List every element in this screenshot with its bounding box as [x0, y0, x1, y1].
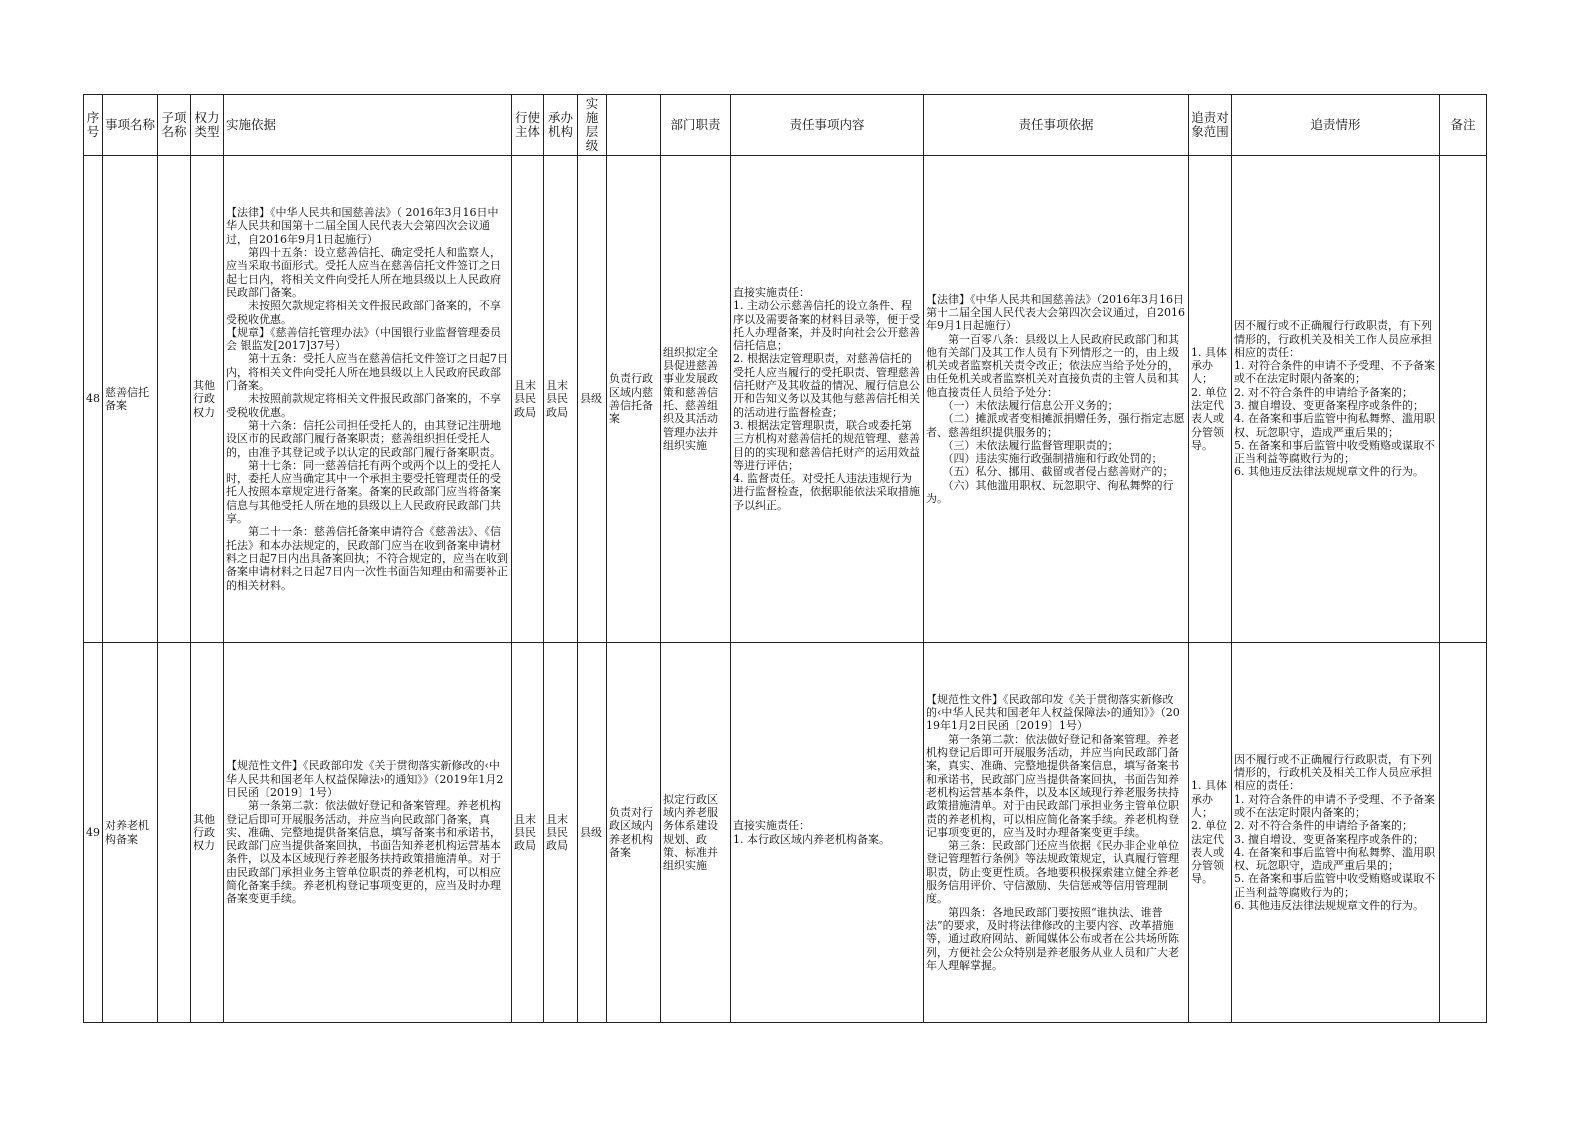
header-subject: 行使主体 [512, 95, 544, 156]
header-item: 事项名称 [103, 95, 158, 156]
header-remark: 备注 [1440, 95, 1487, 156]
header-ptype: 权力类型 [191, 95, 224, 156]
cell-situation: 因不履行或不正确履行行政职责，有下列情形的，行政机关及相关工作人员应承担相应的责任： 1. 对符合条件的申请不予受理、不予备案或不在法定时限内备案的； 2. 对不符合条件的申请给予备案的； 3. 擅自增设、变更备案程序或条件的； 4. 在备案和事后监管中徇私舞弊、滥用职权、玩忽职守，造成严重后果的； 5. 在备案和事后监管中收受贿赂或谋取不正当利益等腐败行为的； 6. 其他违反法律法规规章文件的行为。 [1232, 156, 1440, 643]
cell-seq: 49 [84, 643, 103, 1023]
cell-seq: 48 [84, 156, 103, 643]
cell-scope: 1. 具体承办人； 2. 单位法定代表人或分管领导。 [1189, 156, 1232, 643]
table-row [84, 643, 1487, 1023]
header-content: 责任事项内容 [731, 95, 924, 156]
header-seq: 序号 [84, 95, 103, 156]
header-dbasis: 责任事项依据 [924, 95, 1189, 156]
cell-basis: 【规范性文件】《民政部印发《关于贯彻落实新修改的‹中华人民共和国老年人权益保障法›的通知》》（2019年1月2日民函〔2019〕1号） 第一条第二款：依法做好登记和备案管理。养老机构登记后即可开展服务活动，并应当向民政部门备案，真实、准确、完整地提供备案信息，填写备案书和承诺书，民政部门应当提供备案回执，书面告知养老机构运营基本条件，以及本区域现行养老服务扶持政策措施清单。对于由民政部门承担业务主管单位职责的养老机构，可以相应简化备案手续。养老机构登记事项变更的，应当及时办理备案变更手续。 [224, 643, 512, 1023]
cell-blank: 负责对行政区域内养老机构备案 [607, 643, 661, 1023]
cell-item: 慈善信托备案 [103, 156, 158, 643]
cell-duty: 拟定行政区域内养老服务体系建设规划、政策、标准并组织实施 [661, 643, 731, 1023]
cell-dbasis: 【规范性文件】《民政部印发《关于贯彻落实新修改的‹中华人民共和国老年人权益保障法›的通知》》（2019年1月2日民函〔2019〕1号） 第一条第二款：依法做好登记和备案管理。养老机构登记后即可开展服务活动，并应当向民政部门备案，真实、准确、完整地提供备案信息，填写备案书和承诺书，民政部门应当提供备案回执，书面告知养老机构运营基本条件，以及本区域现行养老服务扶持政策措施清单。对于由民政部门承担业务主管单位职责的养老机构，可以相应简化备案手续。养老机构登记事项变更的，应当及时办理备案变更手续。 第三条：民政部门还应当依据《民办非企业单位登记管理暂行条例》等法规政策规定，认真履行管理职责，防止变更性质。各地要积极探索建立健全养老服务信用评价、守信激励、失信惩戒等信用管理制度。 第四条：各地民政部门要按照“谁执法、谁普法”的要求，及时将法律修改的主要内容、改革措施等，通过政府网站、新闻媒体公布或者在公共场所陈列，方便社会公众特别是养老服务从业人员和广大老年人理解掌握。 [924, 643, 1189, 1023]
cell-basis: 【法律】《中华人民共和国慈善法》（ 2016年3月16日中华人民共和国第十二届全国人民代表大会第四次会议通过，自2016年9月1日起施行） 第四十五条：设立慈善信托、确定受托人和监察人，应当采取书面形式。受托人应当在慈善信托文件签订之日起七日内，将相关文件向受托人所在地县级以上人民政府民政部门备案。 未按照欠款规定将相关文件报民政部门备案的，不享受税收优惠。 【规章】《慈善信托管理办法》（中国银行业监督管理委员会 银监发[2017]37号） 第十五条：受托人应当在慈善信托文件签订之日起7日内，将相关文件向受托人所在地县级以上人民政府民政部门备案。 未按照前款规定将相关文件报民政部门备案的，不享受税收优惠。 第十六条：信托公司担任受托人的，由其登记注册地设区市的民政部门履行备案职责；慈善组织担任受托人的，由准予其登记或予以认定的民政部门履行备案职责。 第十七条：同一慈善信托有两个或两个以上的受托人时，委托人应当确定其中一个承担主要受托管理责任的受托人按照本章规定进行备案。备案的民政部门应当将备案信息与其他受托人所在地的县级以上人民政府民政部门共享。 第二十一条：慈善信托备案申请符合《慈善法》、《信托法》和本办法规定的，民政部门应当在收到备案申请材料之日起7日内出具备案回执；不符合规定的，应当在收到备案申请材料之日起7日内一次性书面告知理由和需要补正的相关材料。 [224, 156, 512, 643]
cell-sub [158, 643, 191, 1023]
table-row [84, 156, 1487, 643]
cell-ptype: 其他行政权力 [191, 643, 224, 1023]
cell-level: 县级 [578, 156, 607, 643]
cell-item: 对养老机构备案 [103, 643, 158, 1023]
header-org: 承办机构 [544, 95, 578, 156]
cell-org: 且末县民政局 [544, 156, 578, 643]
cell-remark [1440, 156, 1487, 643]
cell-duty: 组织拟定全县促进慈善事业发展政策和慈善信托、慈善组织及其活动管理办法并组织实施 [661, 156, 731, 643]
cell-subject: 且末县民政局 [512, 643, 544, 1023]
header-situation: 追责情形 [1232, 95, 1440, 156]
cell-situation: 因不履行或不正确履行行政职责，有下列情形的，行政机关及相关工作人员应承担相应的责任： 1. 对符合条件的申请不予受理、不予备案或不在法定时限内备案的； 2. 对不符合条件的申请给予备案的； 3. 擅自增设、变更备案程序或条件的； 4. 在备案和事后监管中徇私舞弊、滥用职权、玩忽职守，造成严重后果的； 5. 在备案和事后监管中收受贿赂或谋取不正当利益等腐败行为的； 6. 其他违反法律法规规章文件的行为。 [1232, 643, 1440, 1023]
cell-level: 县级 [578, 643, 607, 1023]
cell-content: 直接实施责任： 1. 本行政区域内养老机构备案。 [731, 643, 924, 1023]
header-scope: 追责对象范围 [1189, 95, 1232, 156]
cell-content: 直接实施责任： 1. 主动公示慈善信托的设立条件、程序以及需要备案的材料目录等，便于受托人办理备案，并及时向社会公开慈善信托信息； 2. 根据法定管理职责，对慈善信托的受托人应当履行的受托职责、管理慈善信托财产及其收益的情况、履行信息公开和告知义务以及其他与慈善信托相关的活动进行监督检查； 3. 根据法定管理职责，联合或委托第三方机构对慈善信托的规范管理、慈善目的的实现和慈善信托财产的运用效益等进行评估； 4. 监督责任。对受托人违法违规行为进行监督检查，依据职能依法采取措施予以纠正。 [731, 156, 924, 643]
header-sub: 子项名称 [158, 95, 191, 156]
cell-org: 且末县民政局 [544, 643, 578, 1023]
header-level: 实施层级 [578, 95, 607, 156]
header-basis: 实施依据 [224, 95, 512, 156]
cell-remark [1440, 643, 1487, 1023]
cell-dbasis: 【法律】《中华人民共和国慈善法》（2016年3月16日第十二届全国人民代表大会第四次会议通过，自2016年9月1日起施行） 第一百零八条：县级以上人民政府民政部门和其他有关部门及其工作人员有下列情形之一的，由上级机关或者监察机关责令改正；依法应当给予处分的，由任免机关或者监察机关对直接负责的主管人员和其他直接责任人员给予处分： （一）未依法履行信息公开义务的； （二）摊派或者变相摊派捐赠任务，强行指定志愿者、慈善组织提供服务的； （三）未依法履行监督管理职责的； （四）违法实施行政强制措施和行政处罚的； （五）私分、挪用、截留或者侵占慈善财产的； （六）其他滥用职权、玩忽职守、徇私舞弊的行为。 [924, 156, 1189, 643]
cell-scope: 1. 具体承办人； 2. 单位法定代表人或分管领导。 [1189, 643, 1232, 1023]
cell-subject: 且末县民政局 [512, 156, 544, 643]
header-blank [607, 95, 661, 156]
cell-ptype: 其他行政权力 [191, 156, 224, 643]
header-duty: 部门职责 [661, 95, 731, 156]
cell-sub [158, 156, 191, 643]
header-row [84, 95, 1487, 156]
power-list-table [83, 94, 1487, 1023]
cell-blank: 负责行政区域内慈善信托备案 [607, 156, 661, 643]
